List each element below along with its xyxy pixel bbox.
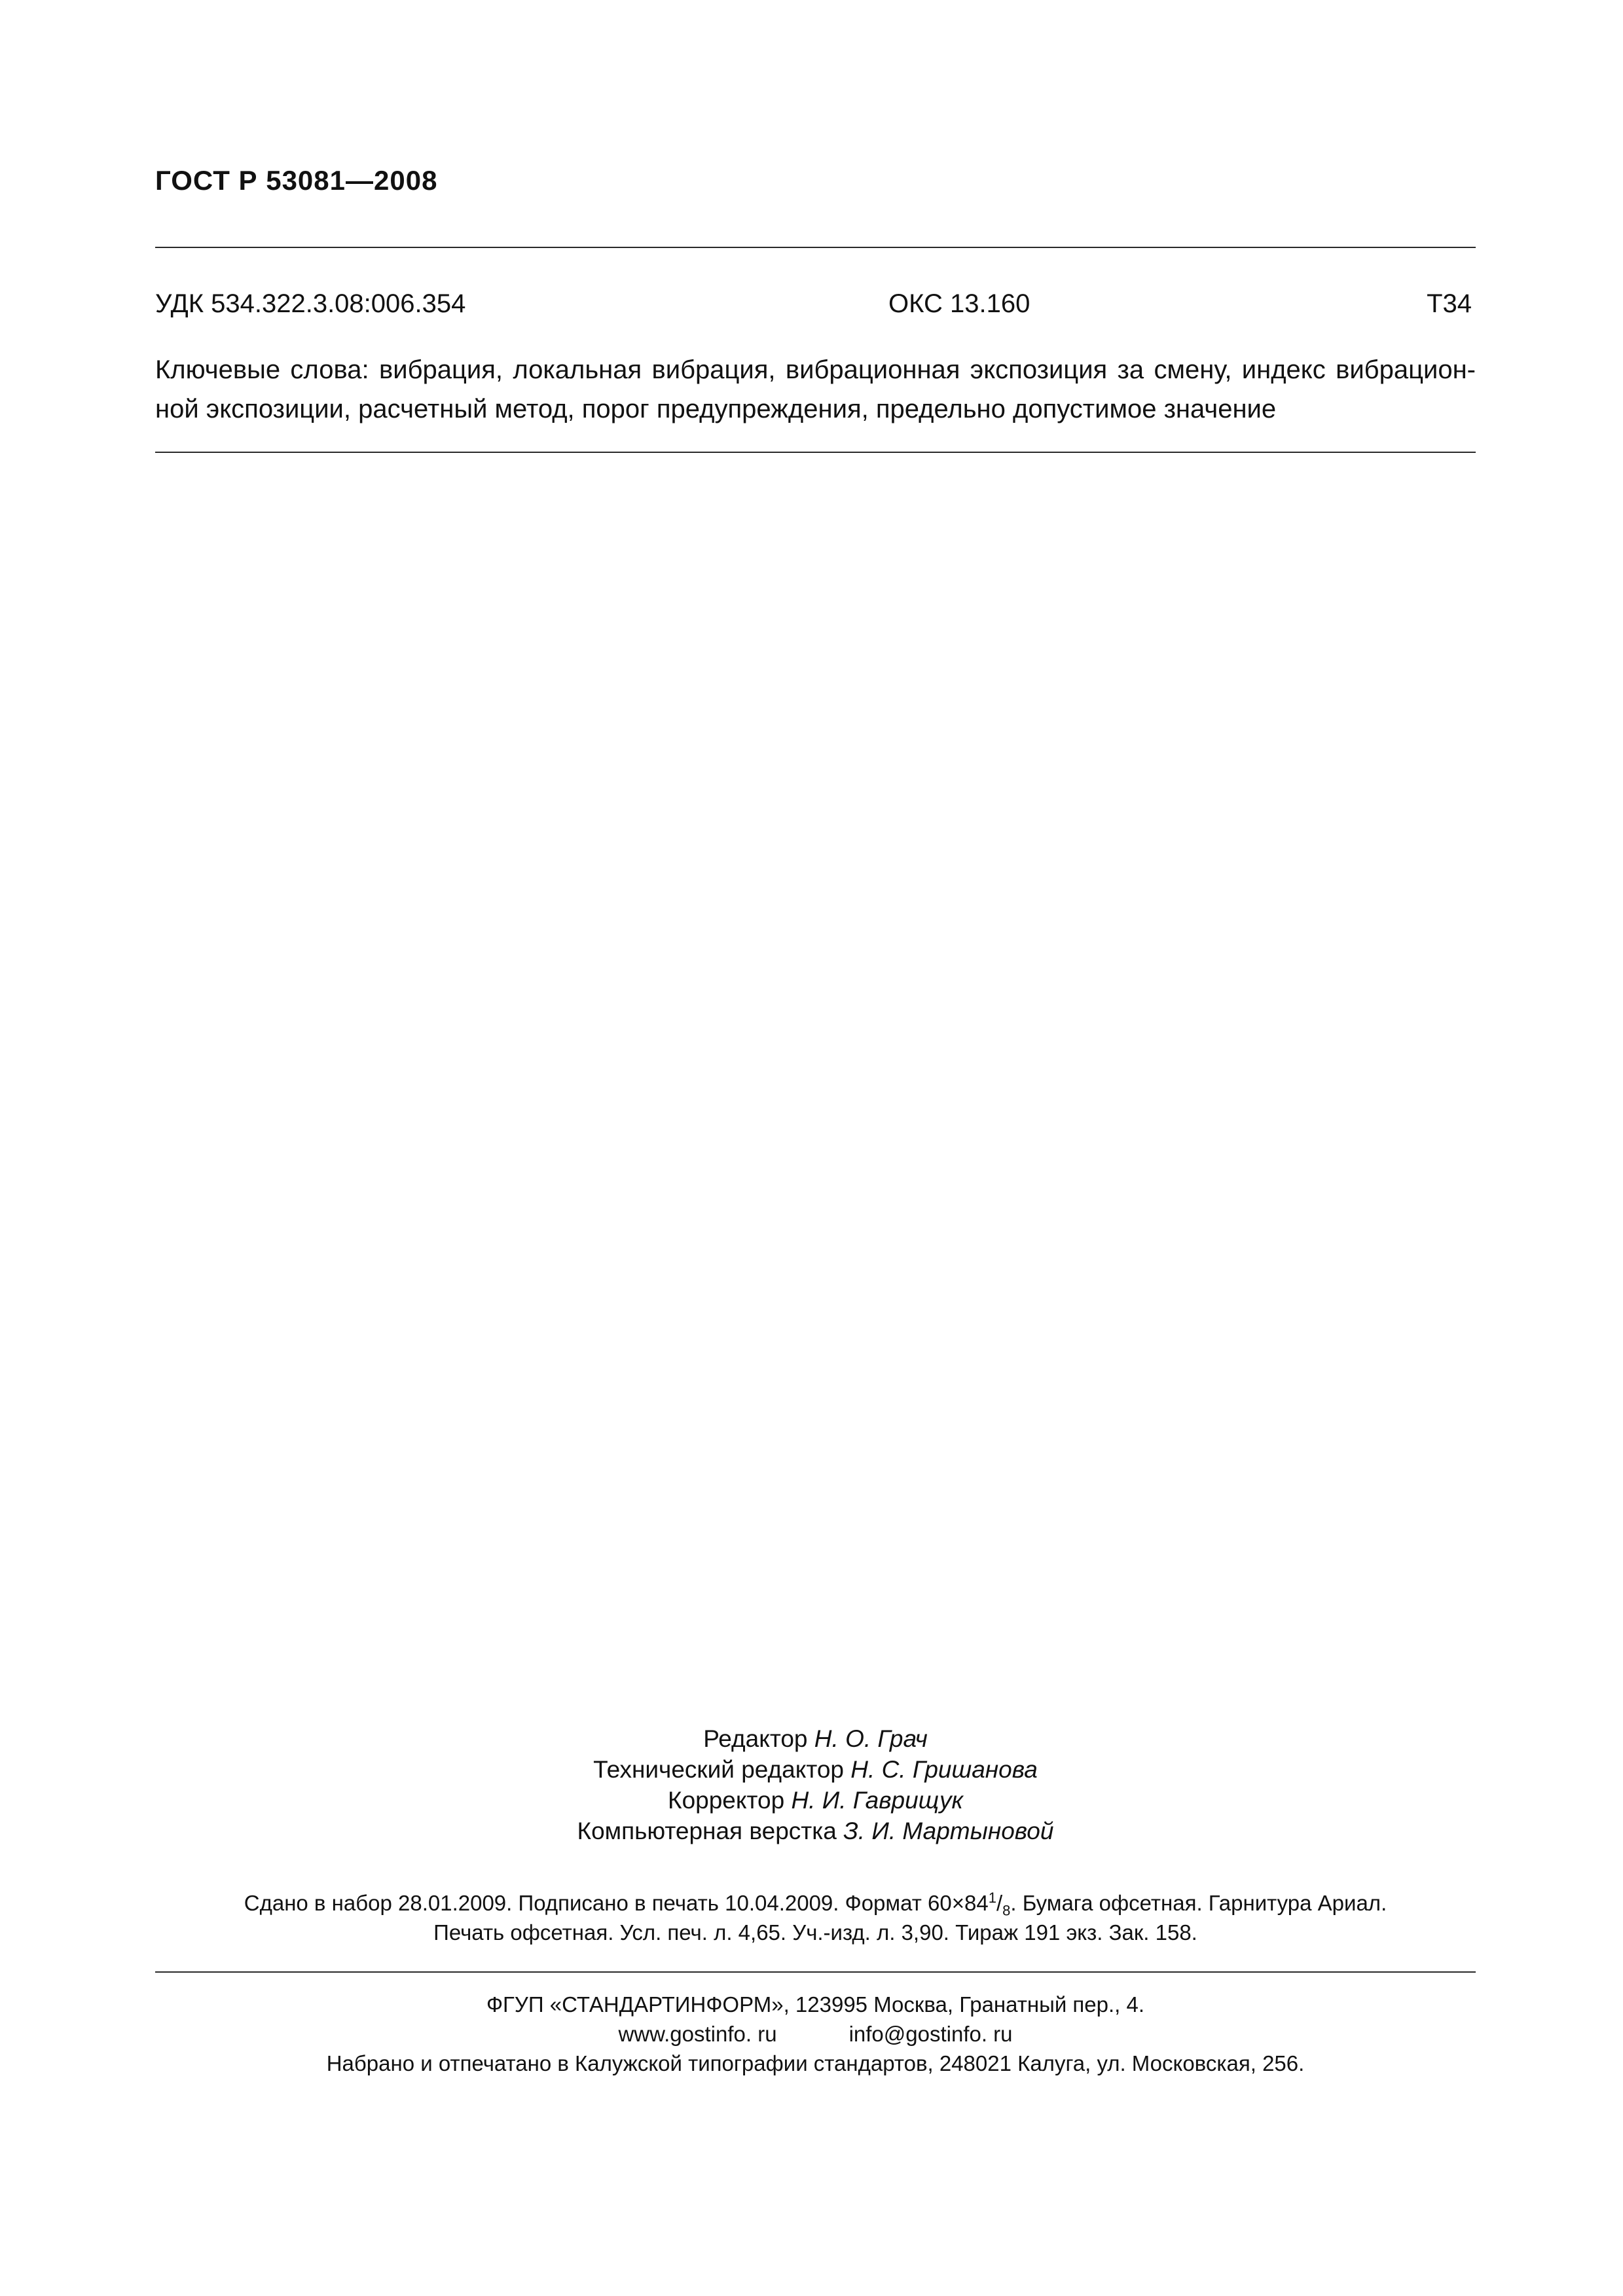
credits-block xyxy=(155,1723,1476,1846)
document-title: ГОСТ Р 53081—2008 xyxy=(155,165,438,196)
publisher-contacts xyxy=(155,2019,1476,2049)
print-info-line-1 xyxy=(155,1888,1476,1918)
corrector-name: Н. И. Гаврищук xyxy=(791,1787,963,1814)
format-superscript: 1 xyxy=(988,1890,996,1906)
editor-row xyxy=(155,1723,1476,1754)
tech-editor-name: Н. С. Гришанова xyxy=(850,1756,1038,1783)
publisher-website[interactable]: www.gostinfo. ru xyxy=(618,2022,777,2046)
print-info-block xyxy=(155,1888,1476,1947)
layout-label: Компьютерная верстка xyxy=(577,1818,837,1844)
format-slash: / xyxy=(996,1891,1003,1915)
category-code: Т34 xyxy=(1427,289,1472,318)
classification-row xyxy=(155,289,1476,329)
print-info-line-2: Печать офсетная. Усл. печ. л. 4,65. Уч.-изд. л. 3,90. Тираж 191 экз. Зак. 158. xyxy=(433,1920,1197,1945)
print-info-text-b: . Бумага офсетная. Гарнитура Ариал. xyxy=(1010,1891,1387,1915)
keywords-block xyxy=(155,350,1476,429)
publisher-line-1: ФГУП «СТАНДАРТИНФОРМ», 123995 Москва, Гранатный пер., 4. xyxy=(486,1992,1145,2017)
layout-row xyxy=(155,1816,1476,1846)
top-divider xyxy=(155,247,1476,248)
publisher-line-3: Набрано и отпечатано в Калужской типографии стандартов, 248021 Калуга, ул. Московская, 256. xyxy=(326,2051,1305,2075)
format-subscript: 8 xyxy=(1002,1902,1011,1919)
keywords-line-2: ной экспозиции, расчетный метод, порог предупреждения, предельно допустимое значение xyxy=(155,395,1277,423)
publisher-email[interactable]: info@gostinfo. ru xyxy=(848,2022,1013,2046)
keywords-line-1: Ключевые слова: вибрация, локальная вибрация, вибрационная экспозиция за смену, индекс вибрацион- xyxy=(155,355,1476,384)
keywords-divider xyxy=(155,452,1476,453)
corrector-label: Корректор xyxy=(668,1787,785,1814)
editor-name: Н. О. Грач xyxy=(814,1725,928,1752)
layout-name: З. И. Мартыновой xyxy=(843,1818,1054,1844)
tech-editor-label: Технический редактор xyxy=(593,1756,845,1783)
corrector-row xyxy=(155,1785,1476,1816)
editor-label: Редактор xyxy=(703,1725,808,1752)
publisher-divider xyxy=(155,1971,1476,1973)
publisher-block xyxy=(155,1990,1476,2078)
udk-code: УДК 534.322.3.08:006.354 xyxy=(155,289,466,318)
oks-code: ОКС 13.160 xyxy=(888,289,1030,318)
tech-editor-row xyxy=(155,1754,1476,1785)
print-info-text-a: Сдано в набор 28.01.2009. Подписано в печать 10.04.2009. Формат 60×84 xyxy=(244,1891,989,1915)
